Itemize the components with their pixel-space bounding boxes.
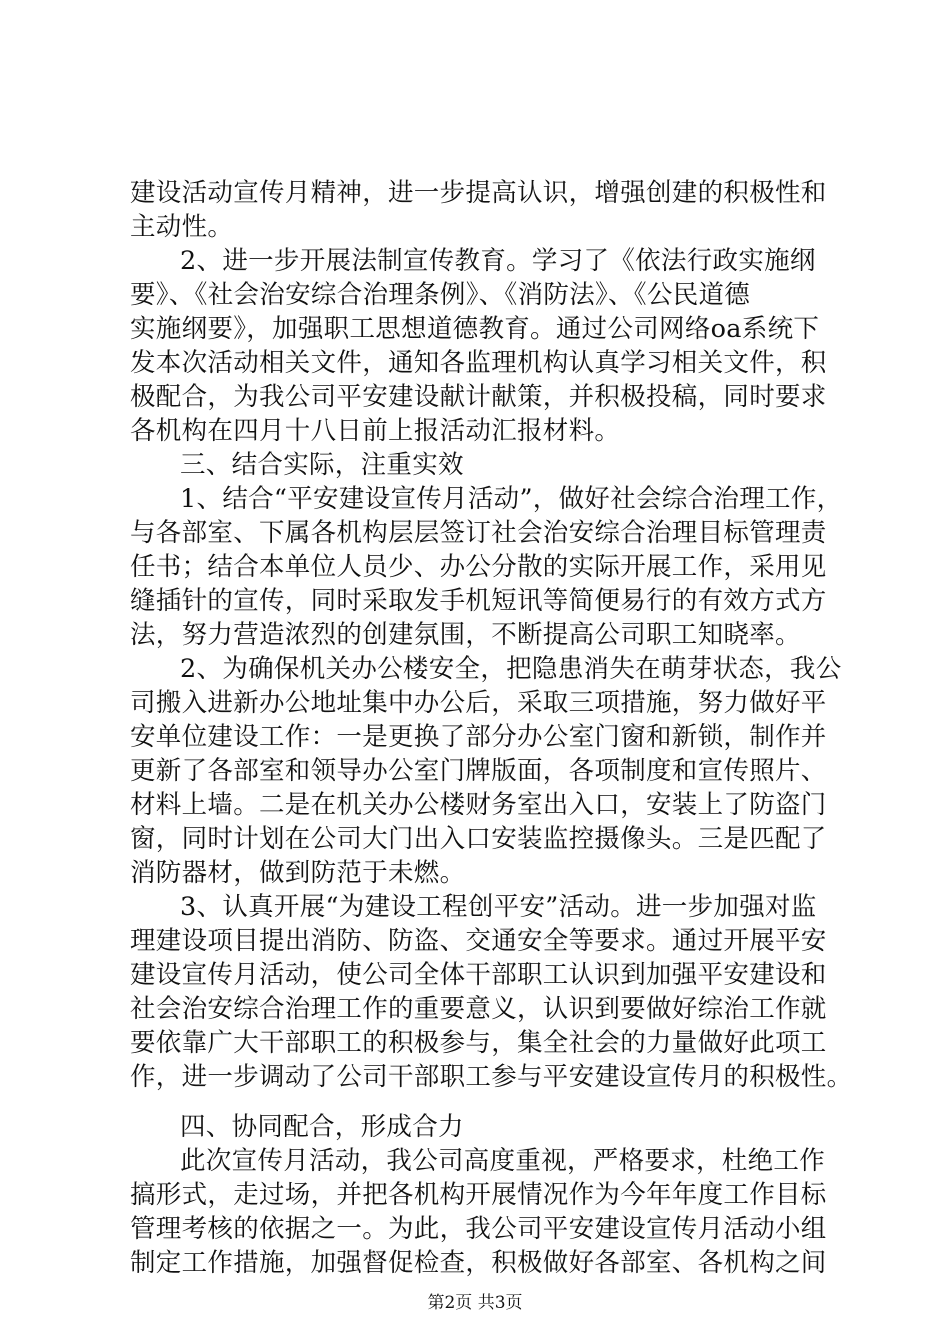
body-line: 与各部室、下属各机构层层签订社会治安综合治理目标管理责 bbox=[130, 518, 827, 548]
body-line: 作，进一步调动了公司干部职工参与平安建设宣传月的积极性。 bbox=[130, 1062, 853, 1092]
body-line: 任书；结合本单位人员少、办公分散的实际开展工作，采用见 bbox=[130, 552, 827, 582]
body-line: 材料上墙。二是在机关办公楼财务室出入口，安装上了防盗门 bbox=[130, 790, 827, 820]
body-line: 建设活动宣传月精神，进一步提高认识，增强创建的积极性和 bbox=[130, 178, 827, 208]
body-line: 实施纲要》，加强职工思想道德教育。通过公司网络oa系统下 bbox=[130, 314, 820, 344]
body-line: 1、结合“平安建设宣传月活动”，做好社会综合治理工作， bbox=[180, 484, 843, 514]
body-line: 各机构在四月十八日前上报活动汇报材料。 bbox=[130, 416, 621, 446]
body-line: 管理考核的依据之一。为此，我公司平安建设宣传月活动小组 bbox=[130, 1214, 827, 1244]
page-number-footer: 第2页 共3页 bbox=[427, 1293, 523, 1313]
body-line: 主动性。 bbox=[130, 212, 234, 242]
body-line: 法，努力营造浓烈的创建氛围，不断提高公司职工知晓率。 bbox=[130, 620, 801, 650]
section-heading: 四、协同配合，形成合力 bbox=[180, 1112, 464, 1142]
body-line: 消防器材，做到防范于未燃。 bbox=[130, 858, 466, 888]
body-line: 2、进一步开展法制宣传教育。学习了《依法行政实施纲 bbox=[180, 246, 816, 276]
body-line: 社会治安综合治理工作的重要意义，认识到要做好综治工作就 bbox=[130, 994, 827, 1024]
body-line: 3、认真开展“为建设工程创平安”活动。进一步加强对监 bbox=[180, 892, 817, 922]
body-line: 要》、《社会治安综合治理条例》、《消防法》、《公民道德 bbox=[130, 280, 751, 310]
body-line: 司搬入进新办公地址集中办公后，采取三项措施，努力做好平 bbox=[130, 688, 827, 718]
body-line: 安单位建设工作：一是更换了部分办公室门窗和新锁，制作并 bbox=[130, 722, 827, 752]
body-line: 极配合，为我公司平安建设献计献策，并积极投稿，同时要求 bbox=[130, 382, 827, 412]
body-line: 制定工作措施，加强督促检查，积极做好各部室、各机构之间 bbox=[130, 1248, 827, 1278]
section-heading: 三、结合实际，注重实效 bbox=[180, 450, 464, 480]
body-line: 理建设项目提出消防、防盗、交通安全等要求。通过开展平安 bbox=[130, 926, 827, 956]
body-line: 此次宣传月活动，我公司高度重视，严格要求，杜绝工作 bbox=[180, 1146, 826, 1176]
body-line: 搞形式，走过场，并把各机构开展情况作为今年年度工作目标 bbox=[130, 1180, 827, 1210]
body-line: 建设宣传月活动，使公司全体干部职工认识到加强平安建设和 bbox=[130, 960, 827, 990]
body-line: 发本次活动相关文件，通知各监理机构认真学习相关文件，积 bbox=[130, 348, 827, 378]
body-line: 窗，同时计划在公司大门出入口安装监控摄像头。三是匹配了 bbox=[130, 824, 827, 854]
body-line: 缝插针的宣传，同时采取发手机短讯等简便易行的有效方式方 bbox=[130, 586, 827, 616]
body-line: 2、为确保机关办公楼安全，把隐患消失在萌芽状态，我公 bbox=[180, 654, 842, 684]
body-line: 更新了各部室和领导办公室门牌版面，各项制度和宣传照片、 bbox=[130, 756, 827, 786]
body-line: 要依靠广大干部职工的积极参与，集全社会的力量做好此项工 bbox=[130, 1028, 827, 1058]
